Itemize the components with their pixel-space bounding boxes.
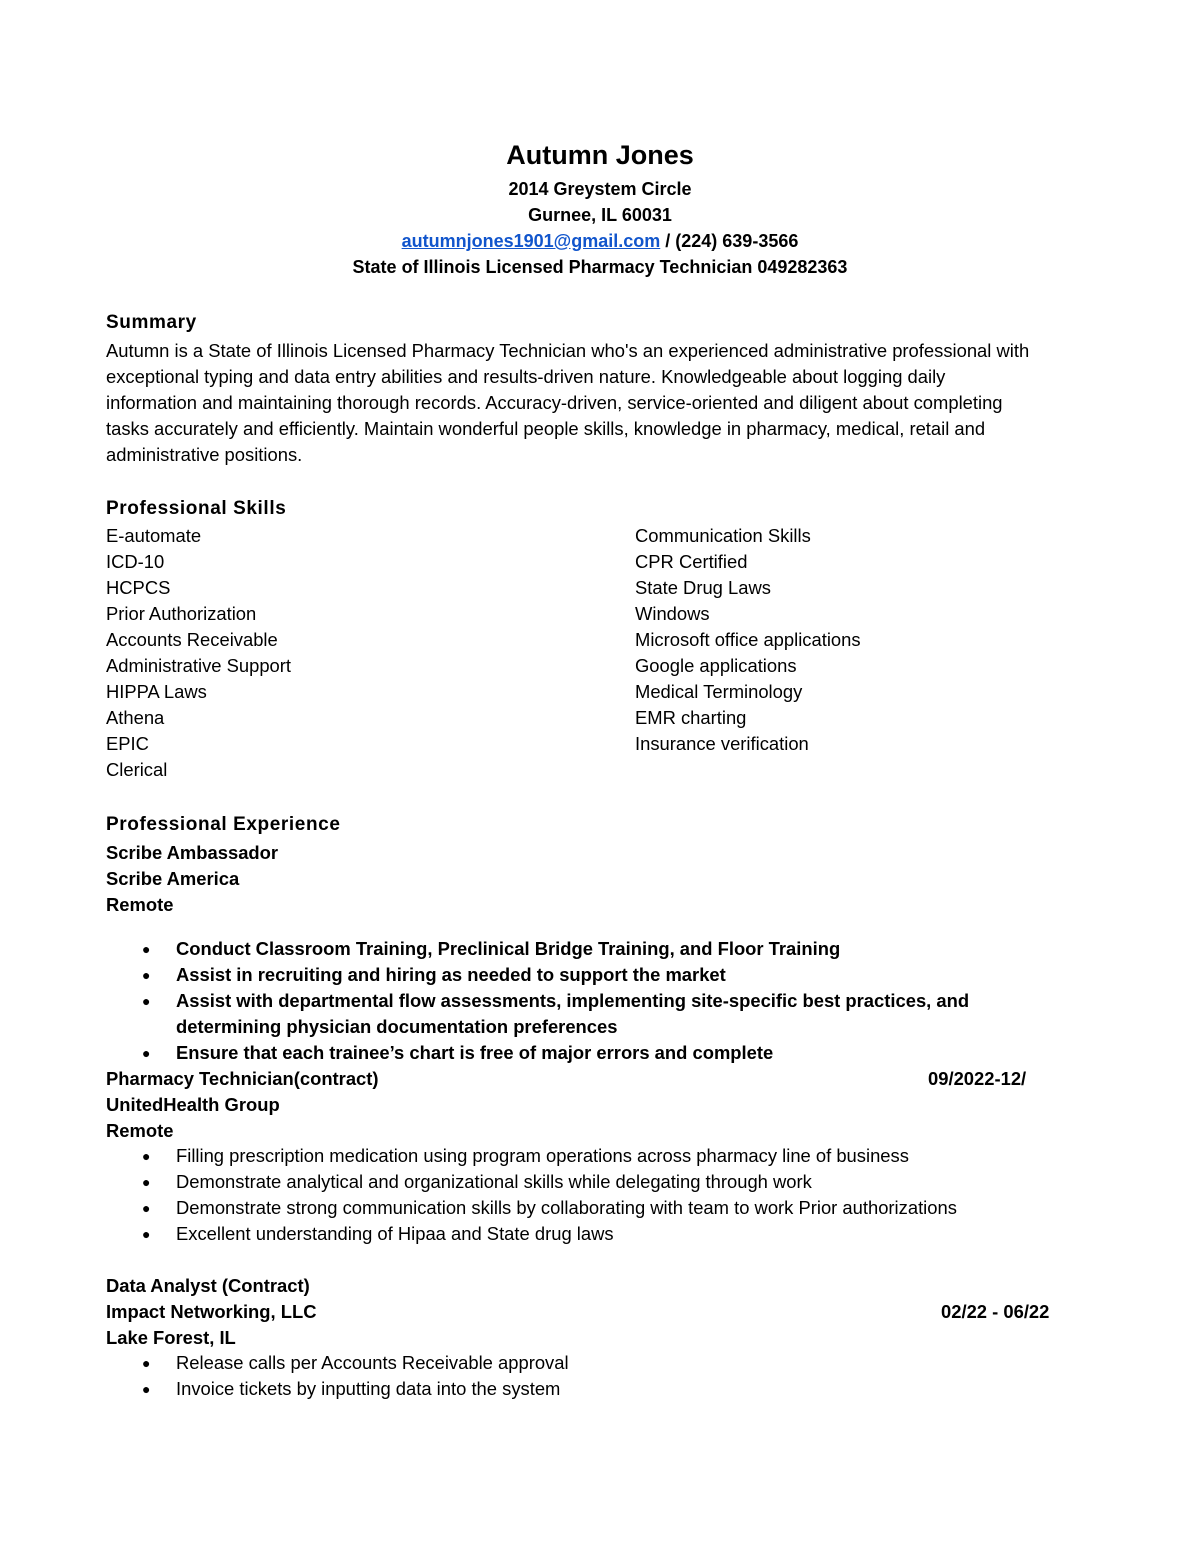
phone-number: / (224) 639-3566 <box>660 231 799 251</box>
job-title: Data Analyst (Contract) <box>106 1275 310 1296</box>
list-item <box>106 1143 957 1169</box>
job-dates: 09/2022-12/ <box>928 1068 1027 1089</box>
skills-heading: Professional Skills <box>106 498 287 519</box>
skill-item: HIPPA Laws <box>106 681 207 702</box>
list-item <box>106 1169 957 1195</box>
list-item <box>106 988 969 1014</box>
skills-right-column <box>635 523 861 757</box>
list-item <box>106 1195 957 1221</box>
summary-line: Autumn is a State of Illinois Licensed Pharmacy Technician who's an experienced administrative professional with <box>106 340 1030 361</box>
skill-item: Microsoft office applications <box>635 629 861 650</box>
skill-item: Communication Skills <box>635 525 811 546</box>
address-line-1: 2014 Greystem Circle <box>508 179 692 199</box>
list-item-continuation <box>106 1014 969 1040</box>
job-location: Remote <box>106 1120 174 1141</box>
bullet-icon: ● <box>142 993 151 1009</box>
bullet-text: Assist in recruiting and hiring as needed to support the market <box>176 964 726 985</box>
skill-item: Prior Authorization <box>106 603 257 624</box>
resume-name: Autumn Jones <box>506 140 694 170</box>
job-dates: 02/22 - 06/22 <box>941 1301 1050 1322</box>
list-item <box>106 936 969 962</box>
skill-item: Google applications <box>635 655 797 676</box>
bullet-icon: ● <box>142 1200 151 1216</box>
experience-heading: Professional Experience <box>106 814 341 835</box>
bullet-text: Excellent understanding of Hipaa and State drug laws <box>176 1223 614 1244</box>
summary-paragraph <box>106 338 1106 468</box>
address-line-2: Gurnee, IL 60031 <box>528 205 672 225</box>
skill-item: State Drug Laws <box>635 577 771 598</box>
bullet-icon: ● <box>142 1148 151 1164</box>
skill-item: Medical Terminology <box>635 681 803 702</box>
bullet-text: Demonstrate analytical and organizational skills while delegating through work <box>176 1171 812 1192</box>
skill-item: Accounts Receivable <box>106 629 278 650</box>
contact-line <box>0 231 1200 252</box>
skill-item: ICD-10 <box>106 551 165 572</box>
summary-line: information and maintaining thorough records. Accuracy-driven, service-oriented and diligent about completing <box>106 392 1003 413</box>
list-item <box>106 1040 969 1066</box>
skill-item: Administrative Support <box>106 655 292 676</box>
skill-item: Windows <box>635 603 710 624</box>
job-bullet-list <box>106 936 969 1066</box>
skill-item: EPIC <box>106 733 149 754</box>
bullet-icon: ● <box>142 1355 151 1371</box>
job-company: Scribe America <box>106 868 240 889</box>
summary-line: tasks accurately and efficiently. Maintain wonderful people skills, knowledge in pharmacy, medical, retail and <box>106 418 986 439</box>
job-bullet-list <box>106 1350 569 1402</box>
skill-item: Athena <box>106 707 165 728</box>
job-location: Remote <box>106 894 174 915</box>
bullet-text: Conduct Classroom Training, Preclinical Bridge Training, and Floor Training <box>176 938 841 959</box>
bullet-text: determining physician documentation preferences <box>176 1016 618 1037</box>
bullet-text: Ensure that each trainee’s chart is free of major errors and complete <box>176 1042 774 1063</box>
bullet-text: Release calls per Accounts Receivable approval <box>176 1352 569 1373</box>
skill-item: HCPCS <box>106 577 171 598</box>
bullet-icon: ● <box>142 1381 151 1397</box>
job-title: Pharmacy Technician(contract) <box>106 1068 379 1089</box>
list-item <box>106 1221 957 1247</box>
bullet-text: Filling prescription medication using program operations across pharmacy line of business <box>176 1145 909 1166</box>
skill-item: CPR Certified <box>635 551 748 572</box>
bullet-icon: ● <box>142 1226 151 1242</box>
list-item <box>106 1350 569 1376</box>
skill-item: EMR charting <box>635 707 747 728</box>
skill-item: Clerical <box>106 759 168 780</box>
job-company: Impact Networking, LLC <box>106 1301 317 1322</box>
bullet-text: Invoice tickets by inputting data into the system <box>176 1378 561 1399</box>
bullet-icon: ● <box>142 967 151 983</box>
job-location: Lake Forest, IL <box>106 1327 236 1348</box>
bullet-icon: ● <box>142 941 151 957</box>
bullet-text: Demonstrate strong communication skills by collaborating with team to work Prior authorizations <box>176 1197 957 1218</box>
bullet-text: Assist with departmental flow assessments, implementing site-specific best practices, and <box>176 990 970 1011</box>
skill-item: E-automate <box>106 525 202 546</box>
summary-line: administrative positions. <box>106 444 303 465</box>
summary-line: exceptional typing and data entry abilities and results-driven nature. Knowledgeable about logging daily <box>106 366 946 387</box>
list-item <box>106 1376 569 1402</box>
job-bullet-list <box>106 1143 957 1247</box>
license-line: State of Illinois Licensed Pharmacy Technician 049282363 <box>352 257 848 277</box>
list-item <box>106 962 969 988</box>
job-company: UnitedHealth Group <box>106 1094 280 1115</box>
skills-left-column <box>106 523 291 783</box>
summary-heading: Summary <box>106 312 197 333</box>
bullet-icon: ● <box>142 1045 151 1061</box>
bullet-icon: ● <box>142 1174 151 1190</box>
email-link[interactable]: autumnjones1901@gmail.com <box>401 231 661 251</box>
job-title: Scribe Ambassador <box>106 842 279 863</box>
skill-item: Insurance verification <box>635 733 809 754</box>
